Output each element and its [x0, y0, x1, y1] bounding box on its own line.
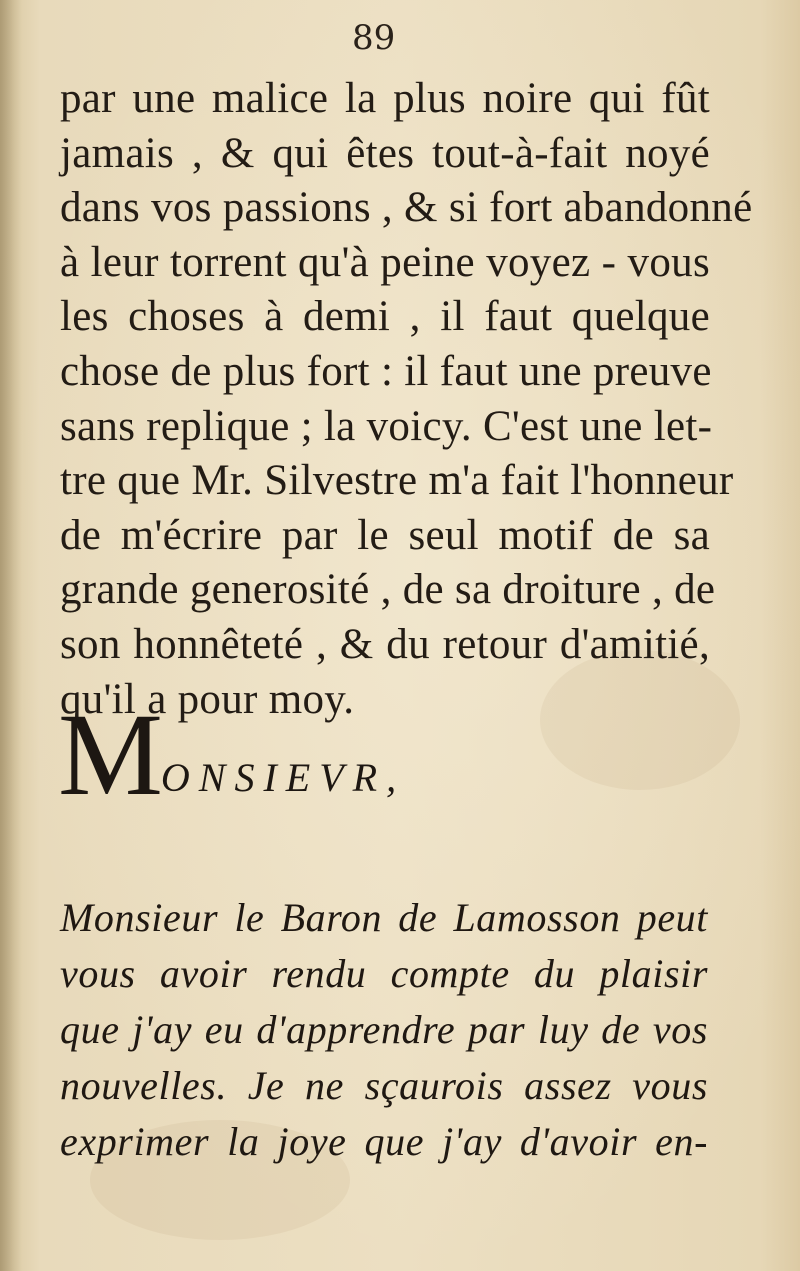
- salutation-rest: ONSIEVR,: [160, 755, 406, 800]
- body-text-line: dans vos passions , & si fort abandonné: [60, 184, 753, 232]
- body-text-line: grande generosité , de sa droiture , de: [60, 566, 716, 614]
- body-text-line: qu'il a pour moy.: [60, 675, 355, 723]
- body-text-line: à leur torrent qu'à peine voyez - vous: [60, 238, 710, 286]
- body-text-line: de m'écrire par le seul motif de sa: [60, 511, 710, 559]
- page-number: 89: [352, 18, 396, 58]
- letter-text-block: [60, 890, 708, 1170]
- body-text-line: tre que Mr. Silvestre m'a fait l'honneur: [60, 457, 734, 505]
- body-text-line: par une malice la plus noire qui fût: [60, 75, 710, 122]
- letter-text-line: que j'ay eu d'apprendre par luy de vos: [60, 1007, 708, 1052]
- body-text-line: son honnêteté , & du retour d'amitié,: [60, 620, 710, 668]
- body-text-block: [60, 72, 753, 727]
- body-text-line: les choses à demi , il faut quelque: [60, 293, 710, 341]
- letter-text-line: exprimer la joye que j'ay d'avoir en-: [60, 1119, 708, 1164]
- body-text-line: jamais , & qui êtes tout-à-fait noyé: [60, 129, 710, 177]
- letter-text-line: nouvelles. Je ne sçaurois assez vous: [60, 1063, 708, 1108]
- body-text-line: sans replique ; la voicy. C'est une let-: [60, 402, 713, 450]
- salutation-initial: M: [58, 689, 161, 820]
- page-gutter-shadow: [0, 0, 22, 1271]
- letter-text-line: Monsieur le Baron de Lamosson peut: [60, 895, 708, 940]
- letter-text-line: vous avoir rendu compte du plaisir: [60, 951, 708, 996]
- body-text-line: chose de plus fort : il faut une preuve: [60, 347, 712, 395]
